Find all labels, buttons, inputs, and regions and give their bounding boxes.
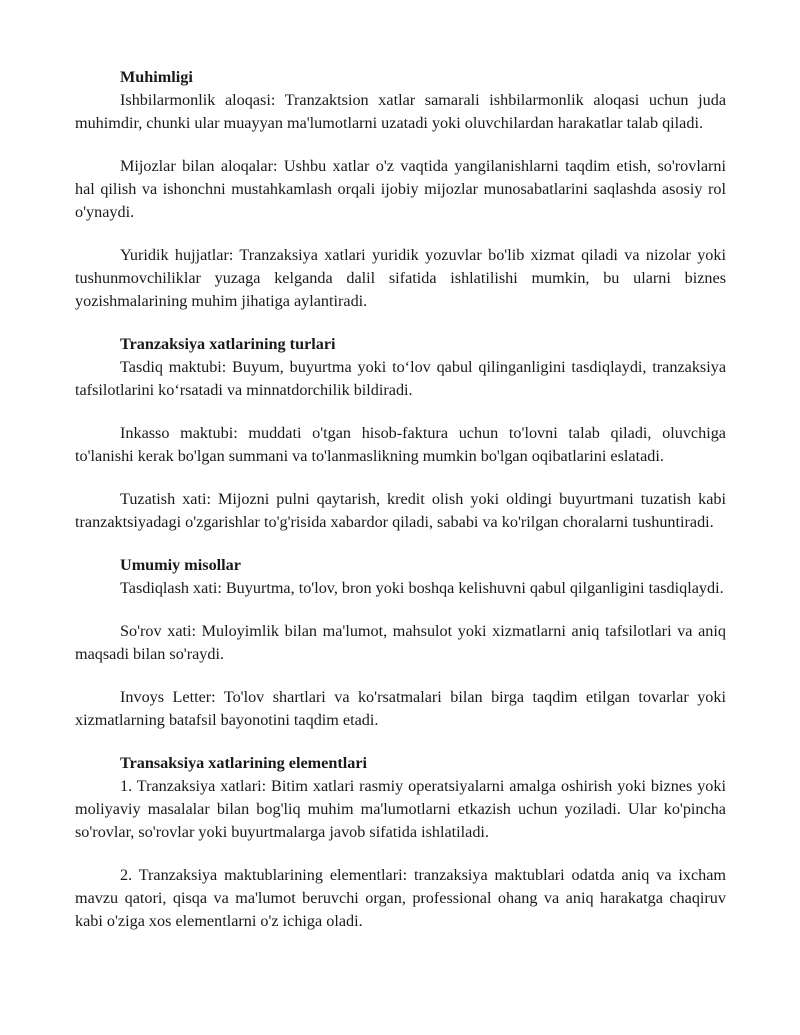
paragraph: Tuzatish xati: Mijozni pulni qaytarish, kredit olish yoki oldingi buyurtmani tuzatish kabi tranzaktsiyadagi o'zgarishlar to'g'risida xabardor qiladi, sababi va ko'rilgan choralarni tushuntiradi. <box>75 490 726 531</box>
section-heading: Transaksiya xatlarining elementlari <box>120 754 368 772</box>
paragraph: Tasdiq maktubi: Buyum, buyurtma yoki to‘lov qabul qilinganligini tasdiqlaydi, tranzaksiya tafsilotlarini ko‘rsatadi va minnatdorchilik bildiradi. <box>75 358 726 399</box>
section-heading: Tranzaksiya xatlarining turlari <box>120 335 336 353</box>
section-types <box>75 333 726 534</box>
section-heading: Umumiy misollar <box>120 556 241 574</box>
paragraph: Invoys Letter: To'lov shartlari va ko'rsatmalari bilan birga taqdim etilgan tovarlar yoki xizmatlarning batafsil bayonotini taqdim etadi. <box>75 688 726 729</box>
paragraph: Inkasso maktubi: muddati o'tgan hisob-faktura uchun to'lovni talab qiladi, oluvchiga to'lanishi kerak bo'lgan summani va to'lanmaslikning mumkin bo'lgan oqibatlarini eslatadi. <box>75 424 726 465</box>
document-page <box>75 66 726 933</box>
paragraph: Yuridik hujjatlar: Tranzaksiya xatlari yuridik yozuvlar bo'lib xizmat qiladi va nizolar yoki tushunmovchiliklar yuzaga kelganda dalil sifatida ishlatilishi mumkin, bu ularni biznes yozishmalarining muhim jihatiga aylantiradi. <box>75 246 726 310</box>
paragraph: So'rov xati: Muloyimlik bilan ma'lumot, mahsulot yoki xizmatlarni aniq tafsilotlari va aniq maqsadi bilan so'raydi. <box>75 622 726 663</box>
paragraph: Ishbilarmonlik aloqasi: Tranzaktsion xatlar samarali ishbilarmonlik aloqasi uchun juda muhimdir, chunki ular muayyan ma'lumotlarni uzatadi yoki oluvchilardan harakatlar talab qiladi. <box>75 91 726 132</box>
paragraph: 2. Tranzaksiya maktublarining elementlari: tranzaksiya maktublari odatda aniq va ixcham mavzu qatori, qisqa va ma'lumot beruvchi organ, professional ohang va aniq harakatga chaqiruv kabi o'ziga xos elementlarni o'z ichiga oladi. <box>75 866 726 930</box>
paragraph: Tasdiqlash xati: Buyurtma, to'lov, bron yoki boshqa kelishuvni qabul qilganligini tasdiqlaydi. <box>120 579 724 597</box>
paragraph: Mijozlar bilan aloqalar: Ushbu xatlar o'z vaqtida yangilanishlarni taqdim etish, so'rovlarni hal qilish va ishonchni mustahkamlash orqali ijobiy mijozlar munosabatlarini saqlashda asosiy rol o'ynaydi. <box>75 157 726 221</box>
section-common-examples <box>75 554 726 732</box>
section-elements <box>75 752 726 933</box>
section-heading: Muhimligi <box>120 68 193 86</box>
section-importance <box>75 66 726 313</box>
paragraph: 1. Tranzaksiya xatlari: Bitim xatlari rasmiy operatsiyalarni amalga oshirish yoki biznes yoki moliyaviy masalalar bilan bog'liq muhim ma'lumotlarni etkazish uchun yoziladi. Ular ko'pincha so'rovlar, so'rovlar yoki buyurtmalarga javob sifatida ishlatiladi. <box>75 777 726 841</box>
